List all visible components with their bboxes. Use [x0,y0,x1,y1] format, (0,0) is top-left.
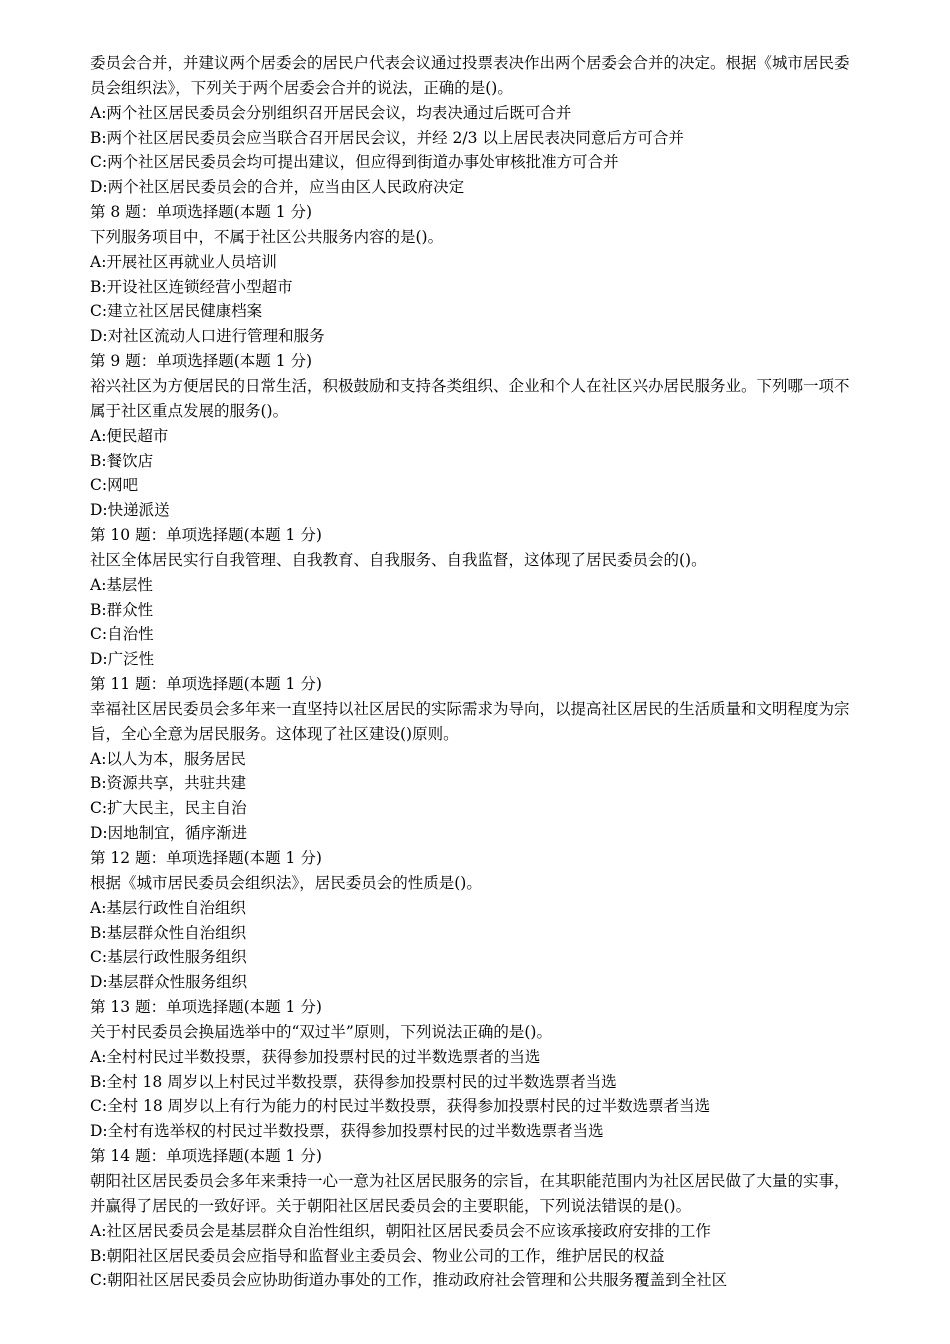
question-stem-line: 裕兴社区为方便居民的日常生活，积极鼓励和支持各类组织、企业和个人在社区兴办居民服务业。下列哪一项不 [90,376,850,395]
option-d: D:对社区流动人口进行管理和服务 [90,327,325,346]
question-header: 第 9 题：单项选择题(本题 1 分) [90,352,313,371]
option-d: D:广泛性 [90,650,155,669]
question-header: 第 13 题：单项选择题(本题 1 分) [90,998,322,1017]
question-stem-line: 委员会合并，并建议两个居委会的居民户代表会议通过投票表决作出两个居委会合并的决定。根据《城市居民委 [90,54,850,72]
option-a: A:全村村民过半数投票，获得参加投票村民的过半数选票者的当选 [90,1047,541,1066]
question-stem-line: 旨，全心全意为居民服务。这体现了社区建设()原则。 [90,724,459,743]
option-c: C:网吧 [90,476,139,495]
option-c: C:全村 18 周岁以上有行为能力的村民过半数投票，获得参加投票村民的过半数选票者当选 [90,1097,711,1116]
question-9 [90,349,910,523]
question-stem-line: 朝阳社区居民委员会多年来秉持一心一意为社区居民服务的宗旨，在其职能范围内为社区居民做了大量的实事， [90,1171,850,1190]
question-header: 第 12 题：单项选择题(本题 1 分) [90,849,322,867]
option-a: A:基层行政性自治组织 [90,898,246,917]
option-d: D:全村有选举权的村民过半数投票，获得参加投票村民的过半数选票者当选 [90,1122,604,1141]
option-c: C:自治性 [90,625,154,644]
option-b: B:餐饮店 [90,451,154,470]
question-11 [90,672,910,846]
question-header: 第 11 题：单项选择题(本题 1 分) [90,675,322,694]
option-d: D:两个社区居民委员会的合并，应当由区人民政府决定 [90,178,465,197]
option-a: A:便民超市 [90,426,169,445]
option-b: B:基层群众性自治组织 [90,923,247,942]
document-page [90,51,910,1293]
option-a: A:开展社区再就业人员培训 [90,252,277,271]
question-12 [90,846,910,995]
question-8 [90,200,910,349]
option-c: C:朝阳社区居民委员会应协助街道办事处的工作，推动政府社会管理和公共服务覆盖到全社区 [90,1271,728,1290]
option-c: C:扩大民主，民主自治 [90,799,247,818]
question-stem-line: 并赢得了居民的一致好评。关于朝阳社区居民委员会的主要职能，下列说法错误的是()。 [90,1196,692,1215]
option-a: A:以人为本，服务居民 [90,749,246,768]
question-stem-line: 属于社区重点发展的服务()。 [90,401,289,420]
option-d: D:快递派送 [90,501,170,520]
question-14 [90,1144,910,1293]
option-d: D:因地制宜，循序渐进 [90,824,248,843]
option-b: B:全村 18 周岁以上村民过半数投票，获得参加投票村民的过半数选票者当选 [90,1072,617,1091]
question-stem-line: 根据《城市居民委员会组织法》，居民委员会的性质是()。 [90,873,482,892]
question-stem-line: 下列服务项目中，不属于社区公共服务内容的是()。 [90,227,444,246]
question-stem-line: 员会组织法》，下列关于两个居委会合并的说法，正确的是()。 [90,78,513,97]
question-header: 第 10 题：单项选择题(本题 1 分) [90,526,322,545]
option-c: C:基层行政性服务组织 [90,948,247,967]
option-c: C:两个社区居民委员会均可提出建议，但应得到街道办事处审核批准方可合并 [90,153,619,172]
option-b: B:资源共享，共驻共建 [90,774,247,793]
option-b: B:朝阳社区居民委员会应指导和监督业主委员会、物业公司的工作，维护居民的权益 [90,1246,665,1265]
question-10 [90,523,910,672]
question-header: 第 14 题：单项选择题(本题 1 分) [90,1147,322,1166]
option-a: A:社区居民委员会是基层群众自治性组织，朝阳社区居民委员会不应该承接政府安排的工作 [90,1221,711,1240]
option-b: B:开设社区连锁经营小型超市 [90,277,293,296]
question-stem-line: 关于村民委员会换届选举中的“双过半”原则，下列说法正确的是()。 [90,1022,552,1041]
option-b: B:两个社区居民委员会应当联合召开居民会议，并经 2/3 以上居民表决同意后方可合并 [90,128,684,147]
question-stem-line: 社区全体居民实行自我管理、自我教育、自我服务、自我监督，这体现了居民委员会的()。 [90,550,707,569]
option-a: A:基层性 [90,575,153,594]
question-13 [90,995,910,1144]
question-stem-line: 幸福社区居民委员会多年来一直坚持以社区居民的实际需求为导向，以提高社区居民的生活质量和文明程度为宗 [90,699,850,718]
intro-block [90,51,910,200]
option-d: D:基层群众性服务组织 [90,973,248,992]
option-a: A:两个社区居民委员会分别组织召开居民会议，均表决通过后既可合并 [90,103,572,122]
option-b: B:群众性 [90,600,154,619]
option-c: C:建立社区居民健康档案 [90,302,263,321]
question-header: 第 8 题：单项选择题(本题 1 分) [90,203,313,222]
